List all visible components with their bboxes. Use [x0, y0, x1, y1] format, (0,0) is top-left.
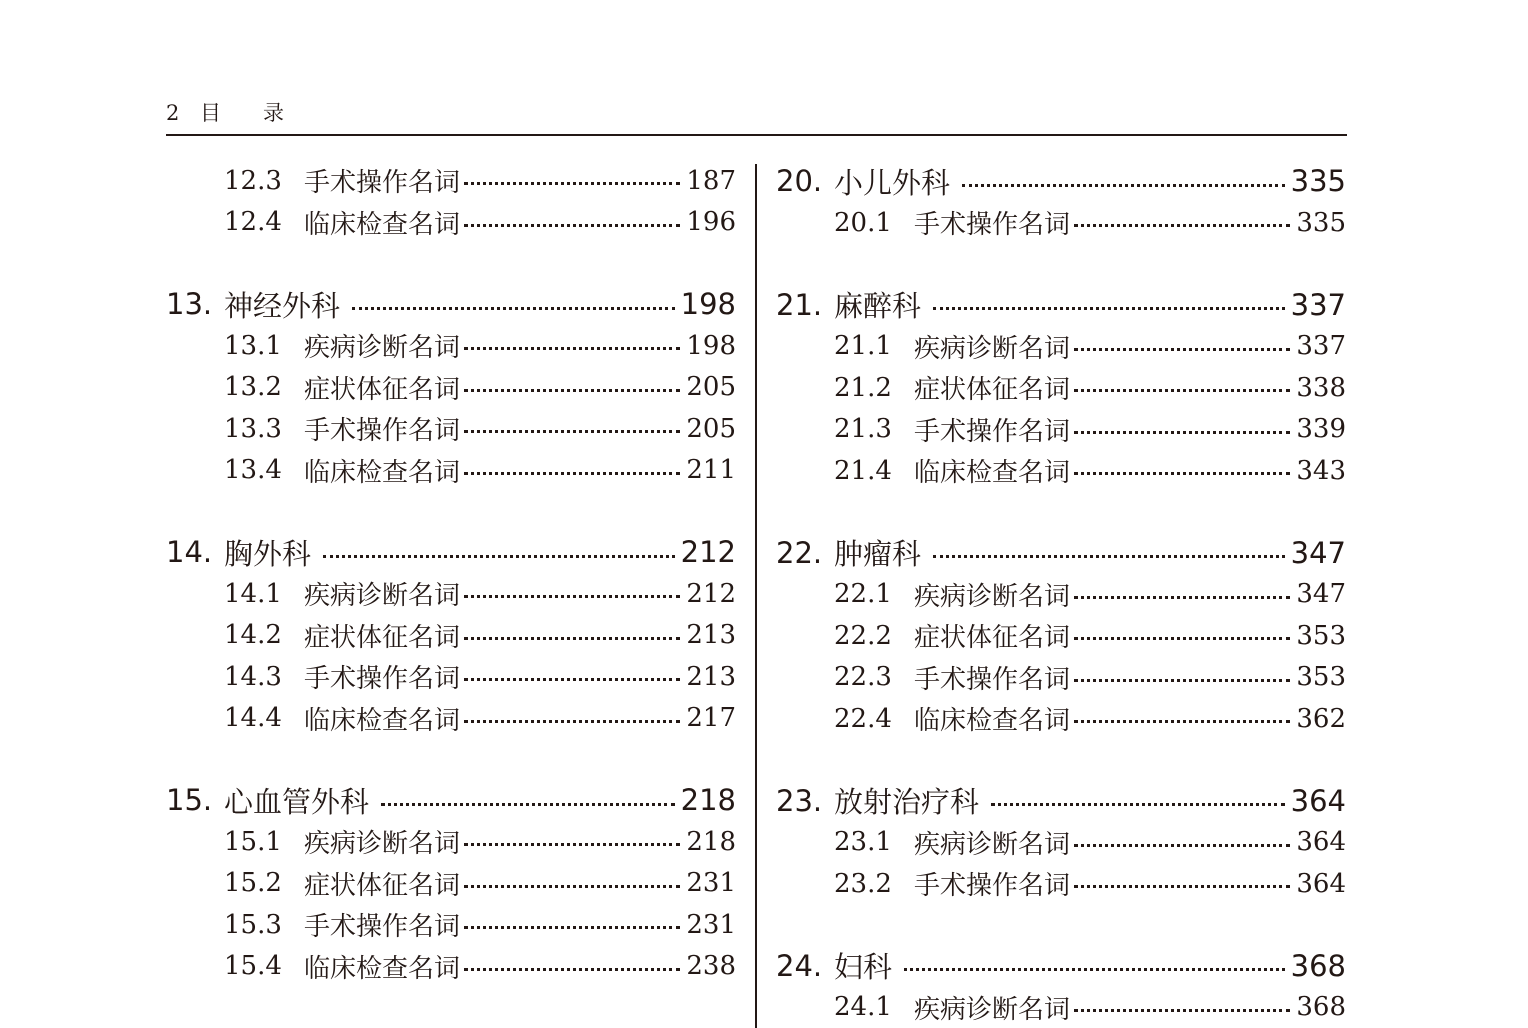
- chapter-page-number: 368: [1290, 948, 1346, 983]
- subsection-number: 13.2: [224, 372, 282, 403]
- toc-subsection-entry[interactable]: [776, 574, 1346, 616]
- dot-leader: [1074, 637, 1290, 640]
- subsection-title: 手术操作名词: [304, 168, 461, 199]
- toc-left-column: [166, 160, 736, 987]
- chapter-title: 肿瘤科: [834, 537, 922, 571]
- toc-subsection-entry[interactable]: [776, 822, 1346, 864]
- subsection-page-number: 238: [686, 951, 736, 982]
- subsection-number: 12.4: [224, 207, 282, 238]
- column-divider: [755, 164, 757, 1028]
- toc-section: [776, 532, 1346, 740]
- subsection-page-number: 205: [686, 372, 736, 403]
- subsection-page-number: 231: [686, 868, 736, 899]
- subsection-title: 症状体征名词: [304, 870, 461, 901]
- toc-subsection-entry[interactable]: [166, 408, 736, 450]
- subsection-title: 症状体征名词: [304, 374, 461, 405]
- subsection-number: 14.2: [224, 620, 282, 651]
- dot-leader: [904, 968, 1285, 971]
- dot-leader: [1074, 1009, 1290, 1012]
- subsection-number: 12.3: [224, 165, 282, 196]
- subsection-title: 症状体征名词: [914, 623, 1071, 654]
- toc-subsection-entry[interactable]: [166, 863, 736, 905]
- subsection-number: 14.4: [224, 703, 282, 734]
- dot-leader: [464, 637, 680, 640]
- chapter-number: 15.: [166, 783, 213, 817]
- toc-subsection-entry[interactable]: [166, 904, 736, 946]
- subsection-page-number: 218: [686, 826, 736, 857]
- toc-section: [776, 284, 1346, 492]
- subsection-page-number: 231: [686, 909, 736, 940]
- dot-leader: [1074, 389, 1290, 392]
- dot-leader: [933, 307, 1285, 310]
- subsection-page-number: 338: [1296, 372, 1346, 403]
- toc-section: [166, 160, 736, 243]
- chapter-page-number: 218: [680, 783, 736, 817]
- chapter-number: 21.: [776, 287, 823, 322]
- subsection-title: 手术操作名词: [304, 664, 461, 695]
- dot-leader: [1074, 885, 1290, 888]
- subsection-title: 疾病诊断名词: [304, 333, 461, 364]
- toc-subsection-entry[interactable]: [776, 615, 1346, 657]
- subsection-title: 临床检查名词: [304, 953, 461, 984]
- subsection-title: 临床检查名词: [914, 706, 1071, 737]
- dot-leader: [962, 184, 1285, 187]
- subsection-number: 22.1: [834, 579, 892, 610]
- subsection-title: 手术操作名词: [914, 664, 1071, 695]
- subsection-number: 22.3: [834, 662, 892, 693]
- toc-section: [776, 780, 1346, 905]
- chapter-title: 心血管外科: [224, 784, 370, 819]
- dot-leader: [464, 968, 680, 971]
- subsection-number: 23.1: [834, 827, 892, 858]
- subsection-title: 症状体征名词: [304, 622, 461, 653]
- subsection-page-number: 213: [686, 661, 736, 692]
- subsection-page-number: 187: [686, 165, 736, 196]
- chapter-title: 胸外科: [224, 536, 312, 571]
- toc-section: [776, 160, 1346, 244]
- toc-subsection-entry[interactable]: [776, 698, 1346, 740]
- subsection-title: 手术操作名词: [914, 210, 1071, 241]
- toc-section: [776, 945, 1346, 1028]
- chapter-title: 放射治疗科: [834, 785, 980, 819]
- dot-leader: [464, 926, 680, 929]
- subsection-title: 手术操作名词: [304, 416, 461, 447]
- chapter-number: 14.: [166, 535, 213, 569]
- toc-section: [166, 531, 736, 739]
- toc-subsection-entry[interactable]: [776, 450, 1346, 492]
- dot-leader: [1074, 844, 1290, 847]
- toc-chapter-entry[interactable]: [776, 945, 1346, 987]
- subsection-number: 21.3: [834, 414, 892, 445]
- subsection-title: 临床检查名词: [304, 705, 461, 736]
- toc-subsection-entry[interactable]: [776, 863, 1346, 905]
- subsection-title: 临床检查名词: [914, 458, 1071, 489]
- toc-subsection-entry[interactable]: [166, 450, 736, 492]
- toc-chapter-entry[interactable]: [776, 532, 1346, 574]
- chapter-number: 13.: [166, 287, 213, 321]
- subsection-number: 23.2: [834, 868, 892, 899]
- subsection-title: 疾病诊断名词: [914, 829, 1071, 860]
- subsection-title: 疾病诊断名词: [914, 333, 1071, 364]
- subsection-number: 21.2: [834, 372, 892, 403]
- dot-leader: [1074, 431, 1290, 434]
- dot-leader: [352, 307, 675, 310]
- subsection-title: 临床检查名词: [304, 457, 461, 488]
- subsection-page-number: 353: [1296, 620, 1346, 651]
- toc-subsection-entry[interactable]: [166, 160, 736, 202]
- subsection-number: 15.3: [224, 909, 282, 940]
- toc-chapter-entry[interactable]: [776, 284, 1346, 326]
- subsection-page-number: 362: [1296, 703, 1346, 734]
- subsection-title: 疾病诊断名词: [914, 581, 1071, 612]
- toc-chapter-entry[interactable]: [166, 531, 736, 573]
- chapter-number: 23.: [776, 783, 823, 818]
- subsection-number: 15.2: [224, 868, 282, 899]
- subsection-number: 21.4: [834, 455, 892, 486]
- subsection-page-number: 364: [1296, 868, 1346, 899]
- toc-chapter-entry[interactable]: [166, 283, 736, 325]
- toc-right-column: [776, 160, 1346, 1028]
- chapter-title: 麻醉科: [834, 289, 922, 323]
- subsection-page-number: 198: [686, 330, 736, 361]
- subsection-title: 手术操作名词: [304, 912, 461, 943]
- toc-subsection-entry[interactable]: [166, 946, 736, 988]
- subsection-title: 手术操作名词: [914, 871, 1071, 902]
- dot-leader: [464, 678, 680, 681]
- dot-leader: [323, 555, 675, 558]
- subsection-page-number: 196: [686, 207, 736, 238]
- chapter-page-number: 364: [1290, 783, 1346, 818]
- toc-subsection-entry[interactable]: [776, 987, 1346, 1028]
- page-title: 目录: [200, 101, 326, 125]
- dot-leader: [1074, 224, 1290, 227]
- subsection-number: 14.3: [224, 661, 282, 692]
- subsection-page-number: 337: [1296, 331, 1346, 362]
- toc-subsection-entry[interactable]: [166, 656, 736, 698]
- subsection-title: 疾病诊断名词: [304, 829, 461, 860]
- dot-leader: [464, 224, 680, 227]
- subsection-page-number: 339: [1296, 414, 1346, 445]
- toc-subsection-entry[interactable]: [776, 367, 1346, 409]
- subsection-number: 21.1: [834, 331, 892, 362]
- dot-leader: [1074, 679, 1290, 682]
- subsection-page-number: 364: [1296, 827, 1346, 858]
- toc-section: [166, 283, 736, 491]
- toc-subsection-entry[interactable]: [166, 202, 736, 244]
- subsection-title: 手术操作名词: [914, 416, 1071, 447]
- dot-leader: [464, 720, 680, 723]
- chapter-title: 神经外科: [224, 288, 341, 323]
- subsection-page-number: 212: [686, 578, 736, 609]
- toc-chapter-entry[interactable]: [776, 780, 1346, 822]
- subsection-title: 疾病诊断名词: [914, 994, 1071, 1025]
- subsection-page-number: 213: [686, 620, 736, 651]
- dot-leader: [1074, 472, 1290, 475]
- chapter-page-number: 335: [1290, 164, 1346, 198]
- toc-chapter-entry[interactable]: [776, 160, 1346, 202]
- dot-leader: [1074, 348, 1290, 351]
- toc-subsection-entry[interactable]: [166, 573, 736, 615]
- dot-leader: [464, 430, 680, 433]
- dot-leader: [464, 472, 680, 475]
- toc-subsection-entry[interactable]: [776, 409, 1346, 451]
- subsection-page-number: 205: [686, 413, 736, 444]
- subsection-number: 24.1: [834, 992, 892, 1023]
- dot-leader: [464, 885, 680, 888]
- chapter-page-number: 337: [1290, 287, 1346, 322]
- toc-chapter-entry[interactable]: [166, 779, 736, 821]
- dot-leader: [464, 389, 680, 392]
- page-number: 2: [166, 101, 180, 125]
- subsection-number: 20.1: [834, 207, 892, 238]
- dot-leader: [381, 803, 675, 806]
- toc-subsection-entry[interactable]: [166, 615, 736, 657]
- subsection-page-number: 211: [686, 455, 736, 486]
- toc-subsection-entry[interactable]: [166, 367, 736, 409]
- dot-leader: [464, 595, 680, 598]
- chapter-title: 妇科: [834, 950, 893, 984]
- subsection-number: 13.3: [224, 413, 282, 444]
- chapter-page-number: 198: [680, 287, 736, 321]
- subsection-number: 14.1: [224, 578, 282, 609]
- subsection-page-number: 368: [1296, 992, 1346, 1023]
- chapter-title: 小儿外科: [834, 165, 951, 200]
- dot-leader: [464, 843, 680, 846]
- chapter-number: 24.: [776, 948, 823, 983]
- dot-leader: [464, 182, 680, 185]
- subsection-page-number: 335: [1296, 207, 1346, 238]
- running-header: [166, 98, 1347, 136]
- dot-leader: [464, 347, 680, 350]
- subsection-number: 13.1: [224, 330, 282, 361]
- chapter-page-number: 212: [680, 535, 736, 569]
- dot-leader: [991, 803, 1285, 806]
- subsection-number: 15.1: [224, 826, 282, 857]
- dot-leader: [933, 555, 1285, 558]
- subsection-title: 症状体征名词: [914, 375, 1071, 406]
- subsection-title: 临床检查名词: [304, 209, 461, 240]
- dot-leader: [1074, 720, 1290, 723]
- toc-section: [166, 779, 736, 987]
- toc-subsection-entry[interactable]: [166, 325, 736, 367]
- toc-subsection-entry[interactable]: [776, 202, 1346, 244]
- toc-subsection-entry[interactable]: [166, 698, 736, 740]
- subsection-number: 22.4: [834, 703, 892, 734]
- toc-subsection-entry[interactable]: [776, 657, 1346, 699]
- subsection-page-number: 353: [1296, 662, 1346, 693]
- subsection-page-number: 217: [686, 703, 736, 734]
- subsection-number: 13.4: [224, 455, 282, 486]
- subsection-page-number: 347: [1296, 579, 1346, 610]
- subsection-number: 15.4: [224, 951, 282, 982]
- dot-leader: [1074, 596, 1290, 599]
- chapter-number: 20.: [776, 164, 823, 198]
- toc-subsection-entry[interactable]: [166, 821, 736, 863]
- chapter-page-number: 347: [1290, 535, 1346, 570]
- toc-subsection-entry[interactable]: [776, 326, 1346, 368]
- subsection-page-number: 343: [1296, 455, 1346, 486]
- subsection-number: 22.2: [834, 620, 892, 651]
- subsection-title: 疾病诊断名词: [304, 581, 461, 612]
- chapter-number: 22.: [776, 535, 823, 570]
